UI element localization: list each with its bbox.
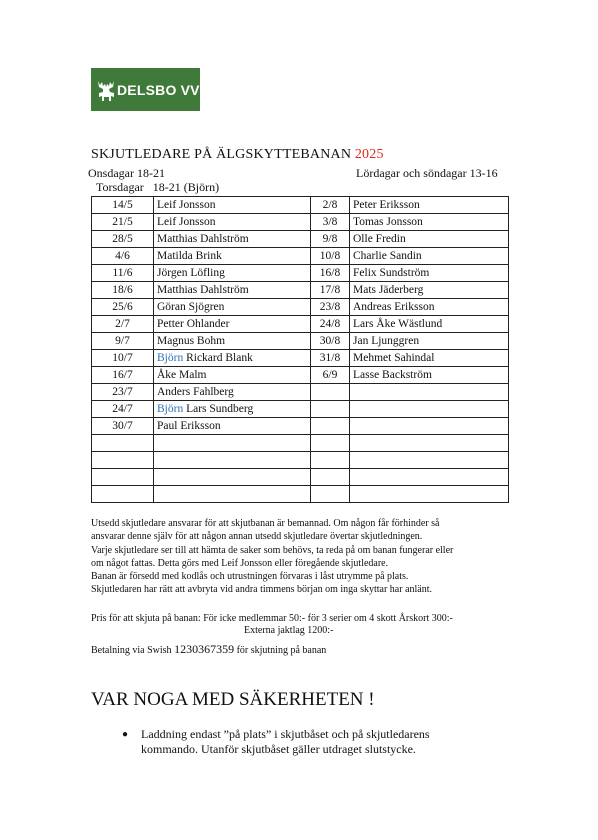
table-row (92, 469, 509, 486)
weekday-leader (154, 452, 311, 469)
weekday-date: 28/5 (92, 231, 154, 248)
weekday-date (92, 469, 154, 486)
payment-suffix: för skjutning på banan (236, 645, 327, 656)
weekend-leader (350, 418, 509, 435)
weekday-date: 14/5 (92, 197, 154, 214)
weekday-date: 11/6 (92, 265, 154, 282)
weekday-leader (154, 333, 311, 350)
table-row (92, 231, 509, 248)
weekday-leader (154, 418, 311, 435)
leader-name: Jörgen Löfling (157, 267, 225, 279)
weekday-leader (154, 435, 311, 452)
weekend-date: 6/9 (311, 367, 350, 384)
leader-name: Matthias Dahlström (157, 284, 249, 296)
weekend-leader: Peter Eriksson (350, 197, 509, 214)
rules-line: Banan är försedd med kodlås och utrustningen förvaras i låst utrymme på plats. (91, 571, 409, 583)
safety-item: Laddning endast ”på plats” i skjutbåset och på skjutledarens kommando. Utanför skjutbåset gäller utdraget slutstycke. (141, 727, 430, 756)
weekend-date (311, 401, 350, 418)
weekend-leader: Tomas Jonsson (350, 214, 509, 231)
weekday-date (92, 435, 154, 452)
table-row (92, 214, 509, 231)
weekend-leader (350, 435, 509, 452)
rules-line: Varje skjutledare ser till att hämta de saker som behövs, ta reda på om banan fungerar eller (91, 544, 454, 556)
weekend-leader: Jan Ljunggren (350, 333, 509, 350)
weekday-date: 18/6 (92, 282, 154, 299)
weekend-date (311, 452, 350, 469)
table-row (92, 265, 509, 282)
leader-tag: Björn (157, 403, 184, 415)
logo-text: DELSBO VVO (117, 81, 211, 98)
leader-name: Åke Malm (157, 369, 207, 381)
weekday-date: 30/7 (92, 418, 154, 435)
weekend-date (311, 384, 350, 401)
leader-name: Göran Sjögren (157, 301, 225, 313)
weekend-leader: Felix Sundström (350, 265, 509, 282)
leader-name: Lars Sundberg (186, 403, 254, 415)
weekend-date: 17/8 (311, 282, 350, 299)
weekday-leader (154, 367, 311, 384)
leader-name: Petter Ohlander (157, 318, 230, 330)
table-row (92, 452, 509, 469)
weekday-leader (154, 401, 311, 418)
weekday-date: 9/7 (92, 333, 154, 350)
table-row (92, 197, 509, 214)
safety-heading: VAR NOGA MED SÄKERHETEN ! (91, 689, 375, 710)
leader-name: Matilda Brink (157, 250, 222, 262)
title-year: 2025 (354, 147, 384, 162)
weekend-leader (350, 452, 509, 469)
weekday-date (92, 452, 154, 469)
table-row (92, 486, 509, 503)
weekend-date (311, 469, 350, 486)
weekday-label: Onsdagar 18-21 (88, 166, 165, 180)
weekend-date: 30/8 (311, 333, 350, 350)
weekend-date: 10/8 (311, 248, 350, 265)
weekday-date (92, 486, 154, 503)
moose-icon (95, 75, 117, 105)
weekend-date (311, 418, 350, 435)
rules-line: ansvarar denne själv för att någon annan utsedd skjutledare övertar skjutledningen. (91, 531, 423, 543)
table-row (92, 316, 509, 333)
weekday-leader (154, 316, 311, 333)
leader-name: Paul Eriksson (157, 420, 221, 432)
weekday-leader (154, 486, 311, 503)
weekday-leader (154, 282, 311, 299)
weekend-date: 24/8 (311, 316, 350, 333)
weekday-leader (154, 197, 311, 214)
weekend-date: 2/8 (311, 197, 350, 214)
leader-name: Leif Jonsson (157, 199, 216, 211)
table-row (92, 367, 509, 384)
weekday-date: 21/5 (92, 214, 154, 231)
weekday-leader (154, 350, 311, 367)
club-logo (91, 68, 211, 111)
price-line: Pris för att skjuta på banan: För icke medlemmar 50:- för 3 serier om 4 skott Årskort 300:- (91, 613, 453, 624)
table-row (92, 418, 509, 435)
weekend-leader (350, 384, 509, 401)
weekday-leader (154, 214, 311, 231)
table-row (92, 299, 509, 316)
table-row (92, 282, 509, 299)
weekend-date (311, 435, 350, 452)
weekend-leader (350, 401, 509, 418)
weekend-leader: Mehmet Sahindal (350, 350, 509, 367)
weekend-date: 9/8 (311, 231, 350, 248)
weekday-date: 25/6 (92, 299, 154, 316)
weekend-leader: Charlie Sandin (350, 248, 509, 265)
rules-text (91, 517, 511, 597)
table-row (92, 401, 509, 418)
payment-line (91, 642, 326, 657)
weekday-date: 2/7 (92, 316, 154, 333)
weekday-date: 10/7 (92, 350, 154, 367)
weekday-leader (154, 248, 311, 265)
weekday-leader (154, 265, 311, 282)
weekday-leader (154, 231, 311, 248)
weekend-leader: Mats Jäderberg (350, 282, 509, 299)
leader-tag: Björn (157, 352, 184, 364)
weekend-leader: Lars Åke Wästlund (350, 316, 509, 333)
weekend-date: 3/8 (311, 214, 350, 231)
weekend-leader: Lasse Backström (350, 367, 509, 384)
leader-name: Matthias Dahlström (157, 233, 249, 245)
table-row (92, 248, 509, 265)
table-row (92, 384, 509, 401)
weekend-date: 16/8 (311, 265, 350, 282)
schedule-table (91, 196, 509, 503)
weekend-label: Lördagar och söndagar 13-16 (356, 166, 498, 180)
table-row (92, 435, 509, 452)
leader-name: Rickard Blank (186, 352, 253, 364)
weekend-leader (350, 486, 509, 503)
thursday-label: Torsdagar 18-21 (Björn) (96, 180, 220, 194)
rules-line: Skjutledaren har rätt att avbryta vid andra timmens början om inga skyttar har anlänt. (91, 584, 433, 596)
weekend-leader: Olle Fredin (350, 231, 509, 248)
page-title (91, 147, 384, 163)
weekday-leader (154, 469, 311, 486)
rules-line: Utsedd skjutledare ansvarar för att skjutbanan är bemannad. Om någon får förhinder så (91, 518, 440, 529)
bullet-icon: ● (122, 729, 129, 740)
weekend-date: 31/8 (311, 350, 350, 367)
weekday-date: 4/6 (92, 248, 154, 265)
weekday-leader (154, 299, 311, 316)
table-row (92, 333, 509, 350)
weekday-date: 24/7 (92, 401, 154, 418)
weekend-leader: Andreas Eriksson (350, 299, 509, 316)
weekday-date: 16/7 (92, 367, 154, 384)
weekend-leader (350, 469, 509, 486)
title-text: SKJUTLEDARE PÅ ÄLGSKYTTEBANAN (91, 147, 352, 162)
weekend-date (311, 486, 350, 503)
leader-name: Magnus Bohm (157, 335, 226, 347)
rules-line: om något fattas. Detta görs med Leif Jonsson eller föregående skjutledare. (91, 557, 389, 569)
weekday-date: 23/7 (92, 384, 154, 401)
safety-list (122, 727, 482, 757)
swish-number: 1230367359 (174, 642, 235, 656)
payment-prefix: Betalning via Swish (91, 645, 172, 656)
weekend-date: 23/8 (311, 299, 350, 316)
table-row (92, 350, 509, 367)
leader-name: Anders Fahlberg (157, 386, 234, 398)
weekday-leader (154, 384, 311, 401)
price-external: Externa jaktlag 1200:- (244, 625, 334, 636)
leader-name: Leif Jonsson (157, 216, 216, 228)
